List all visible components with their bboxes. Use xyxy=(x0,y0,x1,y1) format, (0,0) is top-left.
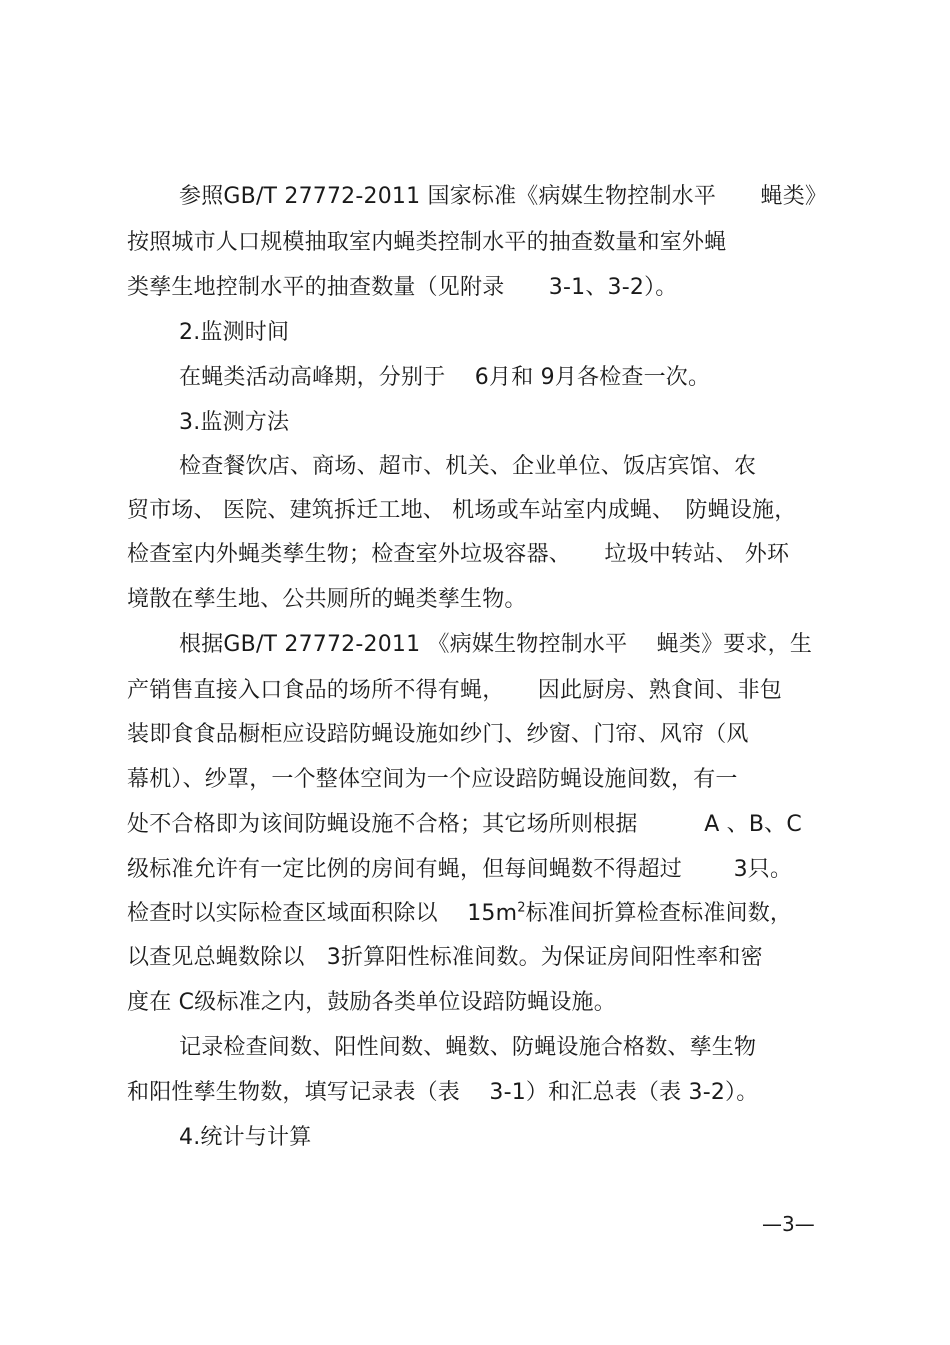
area-text: 检查时以实际检查区域面积除以 15m xyxy=(127,901,518,926)
paragraph-line: 根据GB/T 27772-2011 《病媒生物控制水平 蝇类》要求，生 xyxy=(179,632,813,657)
paragraph-line: 记录检查间数、阳性间数、蝇数、防蝇设施合格数、孳生物 xyxy=(179,1035,757,1060)
paragraph-line: 检查餐饮店、商场、超市、机关、企业单位、饭店宾馆、农 xyxy=(179,454,757,479)
paragraph-line: 参照GB/T 27772-2011 国家标准《病媒生物控制水平 蝇类》 xyxy=(179,184,828,209)
paragraph-line: 和阳性孳生物数，填写记录表（表 3-1）和汇总表（表 3-2）。 xyxy=(127,1080,759,1105)
paragraph-line xyxy=(127,899,792,929)
paragraph-line: 在蝇类活动高峰期，分别于 6月和 9月各检查一次。 xyxy=(179,365,711,390)
paragraph-line: 幕机）、纱罩，一个整体空间为一个应设踣防蝇设施间数，有一 xyxy=(127,767,738,792)
paragraph-line: 类孳生地控制水平的抽查数量（见附录 3-1、3-2）。 xyxy=(127,275,678,300)
paragraph-line: 装即食食品橱柜应设踣防蝇设施如纱门、纱窗、门帘、风帘（风 xyxy=(127,722,749,747)
paragraph-line: 检查室内外蝇类孳生物；检查室外垃圾容器、 垃圾中转站、 外环 xyxy=(127,542,790,567)
paragraph-line: 级标准允许有一定比例的房间有蝇，但每间蝇数不得超过 3只。 xyxy=(127,857,793,882)
area-text-rest: 标准间折算检查标准间数， xyxy=(525,901,793,926)
paragraph-line: 处不合格即为该间防蝇设施不合格；其它场所则根据 A 、B、C xyxy=(127,812,802,837)
paragraph-line: 境散在孳生地、公共厕所的蝇类孳生物。 xyxy=(127,587,527,612)
paragraph-line: 度在 C级标准之内，鼓励各类单位设踣防蝇设施。 xyxy=(127,990,616,1015)
section-heading: 2.监测时间 xyxy=(179,320,290,345)
section-heading: 3.监测方法 xyxy=(179,410,290,435)
page-number: —3— xyxy=(762,1212,815,1236)
section-heading: 4.统计与计算 xyxy=(179,1125,312,1150)
paragraph-line: 产销售直接入口食品的场所不得有蝇， 因此厨房、熟食间、非包 xyxy=(127,678,783,703)
paragraph-line: 以查见总蝇数除以 3折算阳性标准间数。为保证房间阳性率和密 xyxy=(127,945,763,970)
superscript-2: 2 xyxy=(517,900,526,916)
paragraph-line: 按照城市人口规模抽取室内蝇类控制水平的抽查数量和室外蝇 xyxy=(127,230,727,255)
paragraph-line: 贸市场、 医院、建筑拆迁工地、 机场或车站室内成蝇、 防蝇设施， xyxy=(127,498,797,523)
